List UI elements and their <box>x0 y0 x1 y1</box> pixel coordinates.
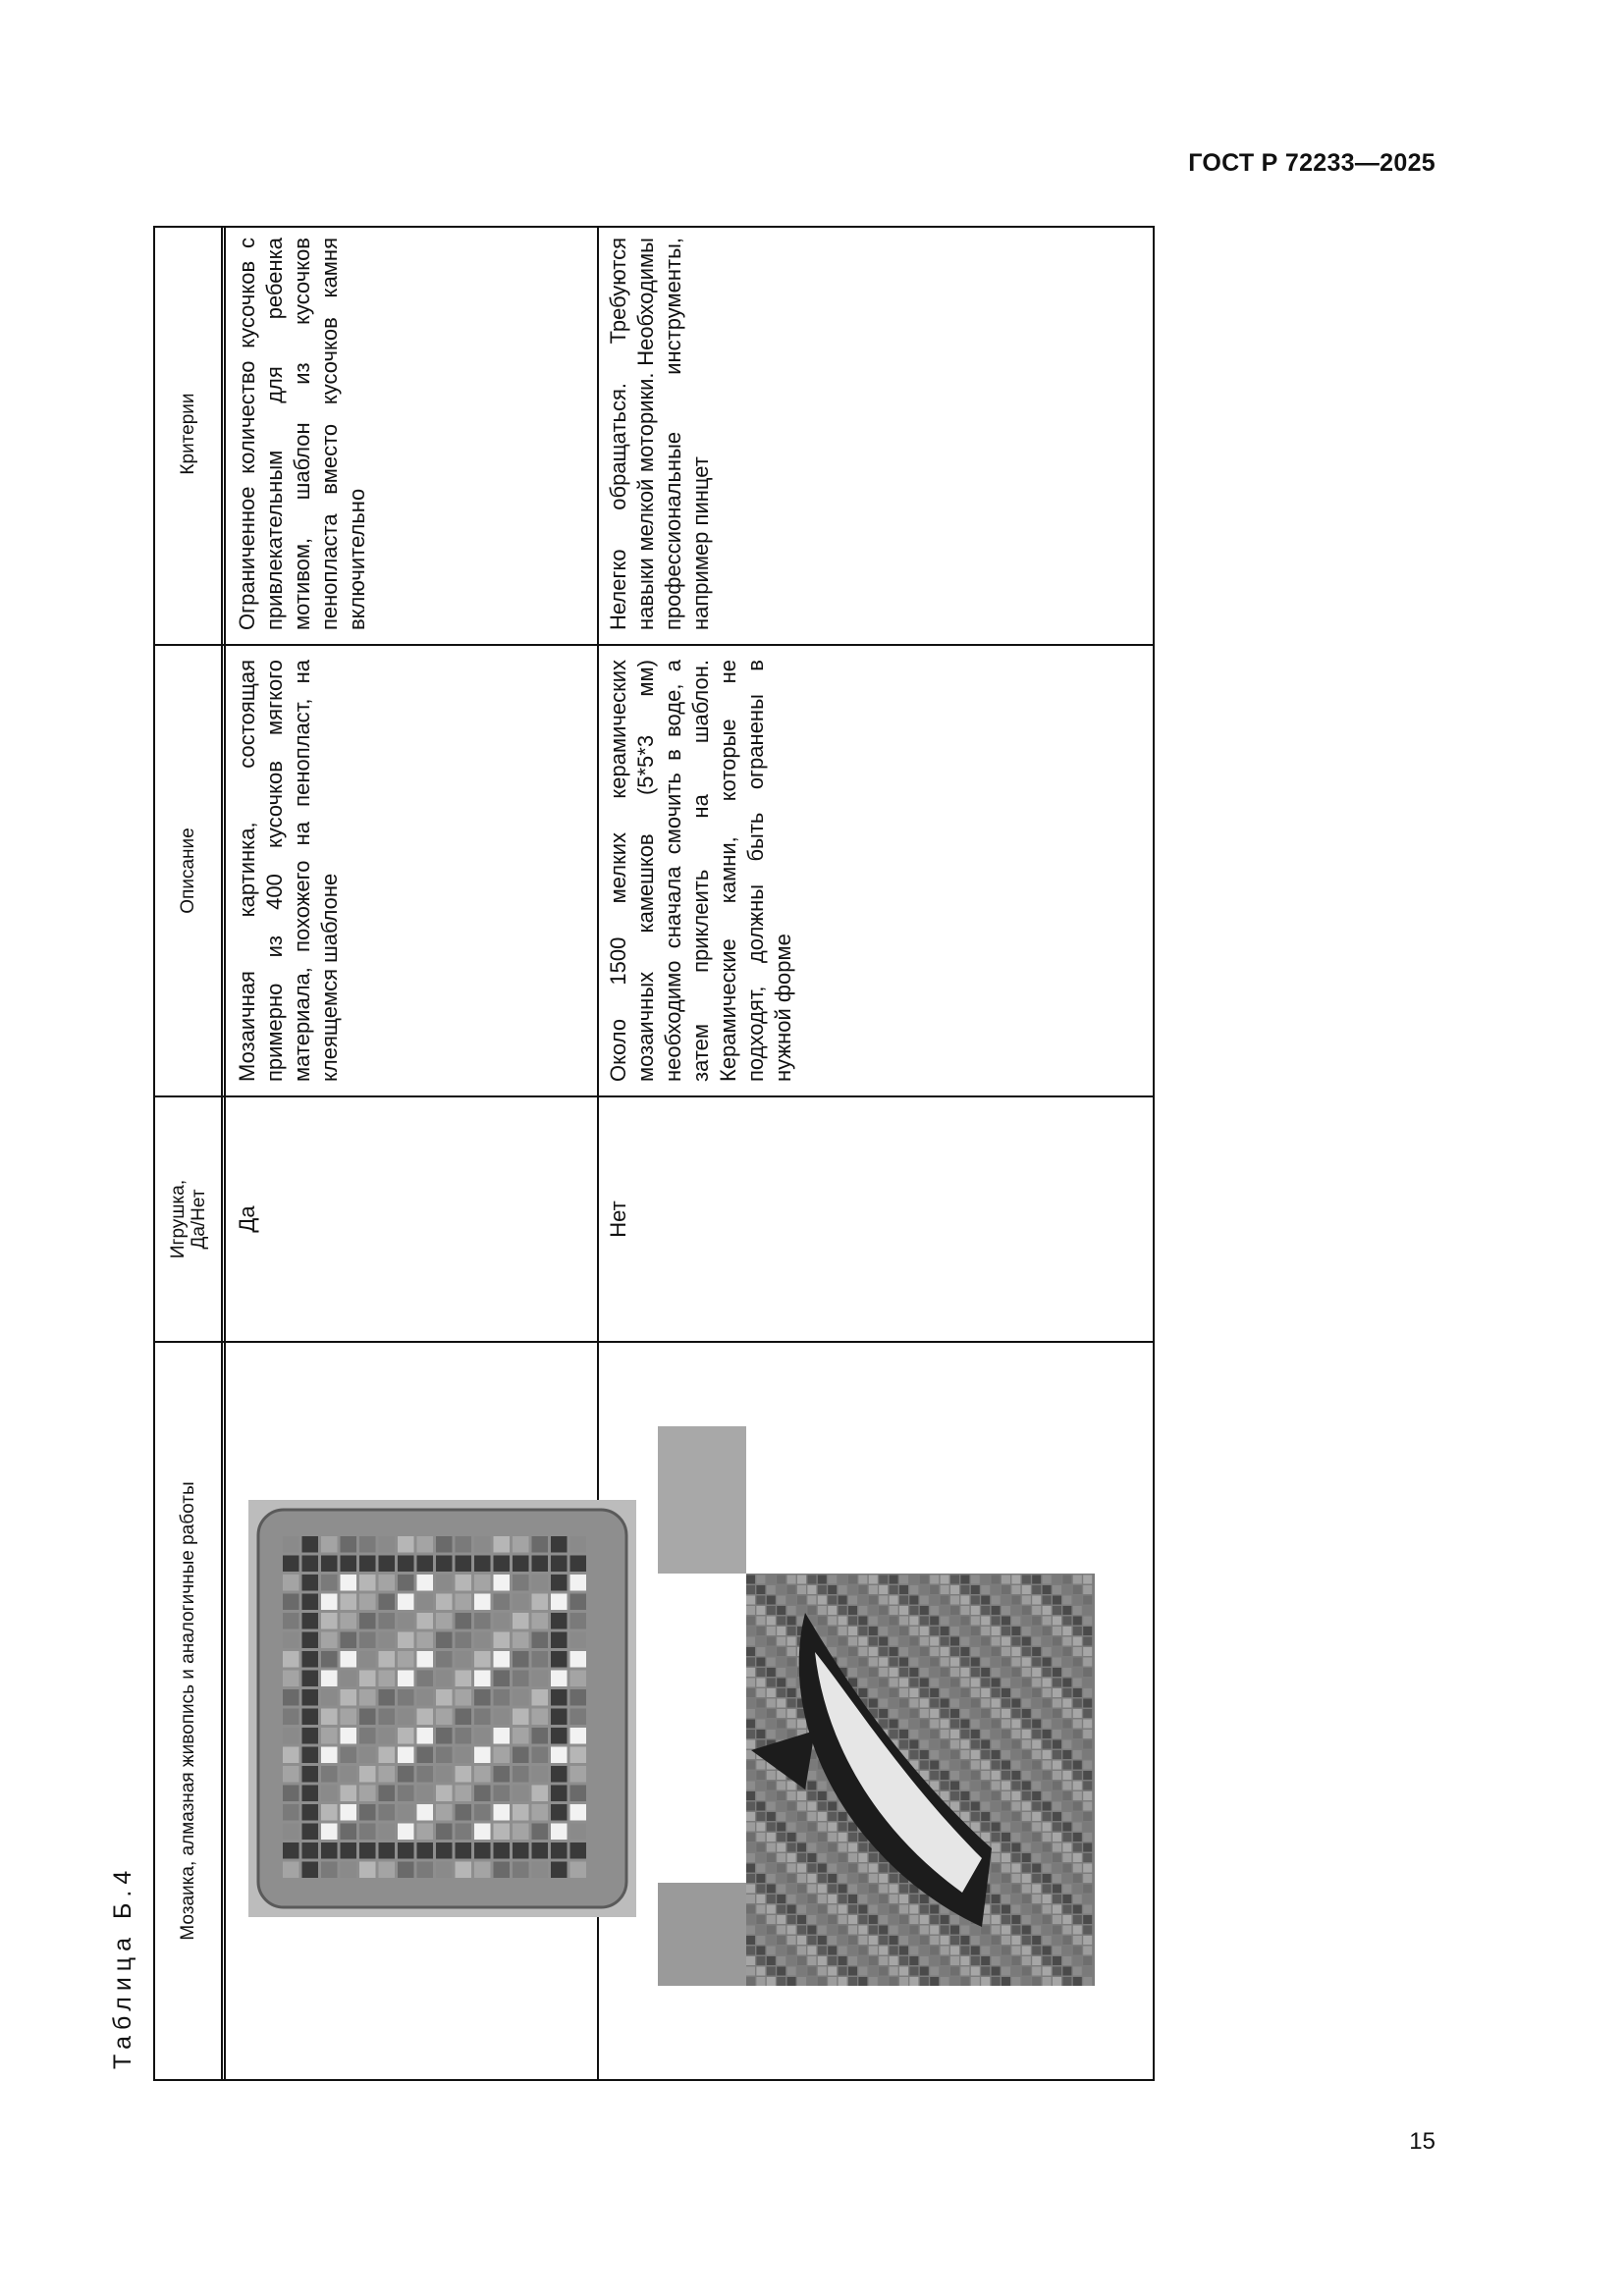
criteria-cell: Нелегко обращаться. Требуются навыки мелкой моторики. Необходимы профессиональные инструменты, например пинцет <box>606 238 713 630</box>
description-cell: Около 1500 мелких керамических мозаичных камешков (5*5*3 мм) необходимо сначала смочить в воде, а затем приклеить на шаблон. Керамические камни, которые не подходят, должны быть огранены в нужной форме <box>606 660 795 1082</box>
mosaic-foam-kit-photo <box>248 1500 636 1917</box>
description-cell: Мозаичная картинка, состоящая примерно из 400 кусочков мягкого материала, похожего на пеноплаcт, на клеящемся шаблоне <box>235 660 342 1082</box>
ceramic-mosaic-dolphin-photo <box>658 1426 1095 1986</box>
header-cell-description: Описание <box>178 828 198 914</box>
toy-no-cell: Нет <box>606 1201 630 1238</box>
header-cell-criteria: Критерии <box>178 393 198 475</box>
table-caption: Таблица Б.4 <box>109 1864 136 2069</box>
standard-code: ГОСТ Р 72233—2025 <box>1188 149 1435 177</box>
rotated-table-block <box>98 226 1100 2081</box>
criteria-cell: Ограниченное количество кусочков с привлекательным для ребенка мотивом, шаблон из кусочков пенопласта вместо кусочков камня включительно <box>235 238 369 630</box>
header-cell-toy: Игрушка, Да/Нет <box>167 1179 209 1259</box>
table-header <box>155 228 226 2079</box>
header-cell-works: Мозаика, алмазная живопись и аналогичные работы <box>178 1481 198 1941</box>
toy-yes-cell: Да <box>235 1205 259 1233</box>
page-number: 15 <box>1409 2128 1435 2155</box>
column-divider <box>155 1341 1153 1343</box>
data-table <box>153 226 1155 2081</box>
